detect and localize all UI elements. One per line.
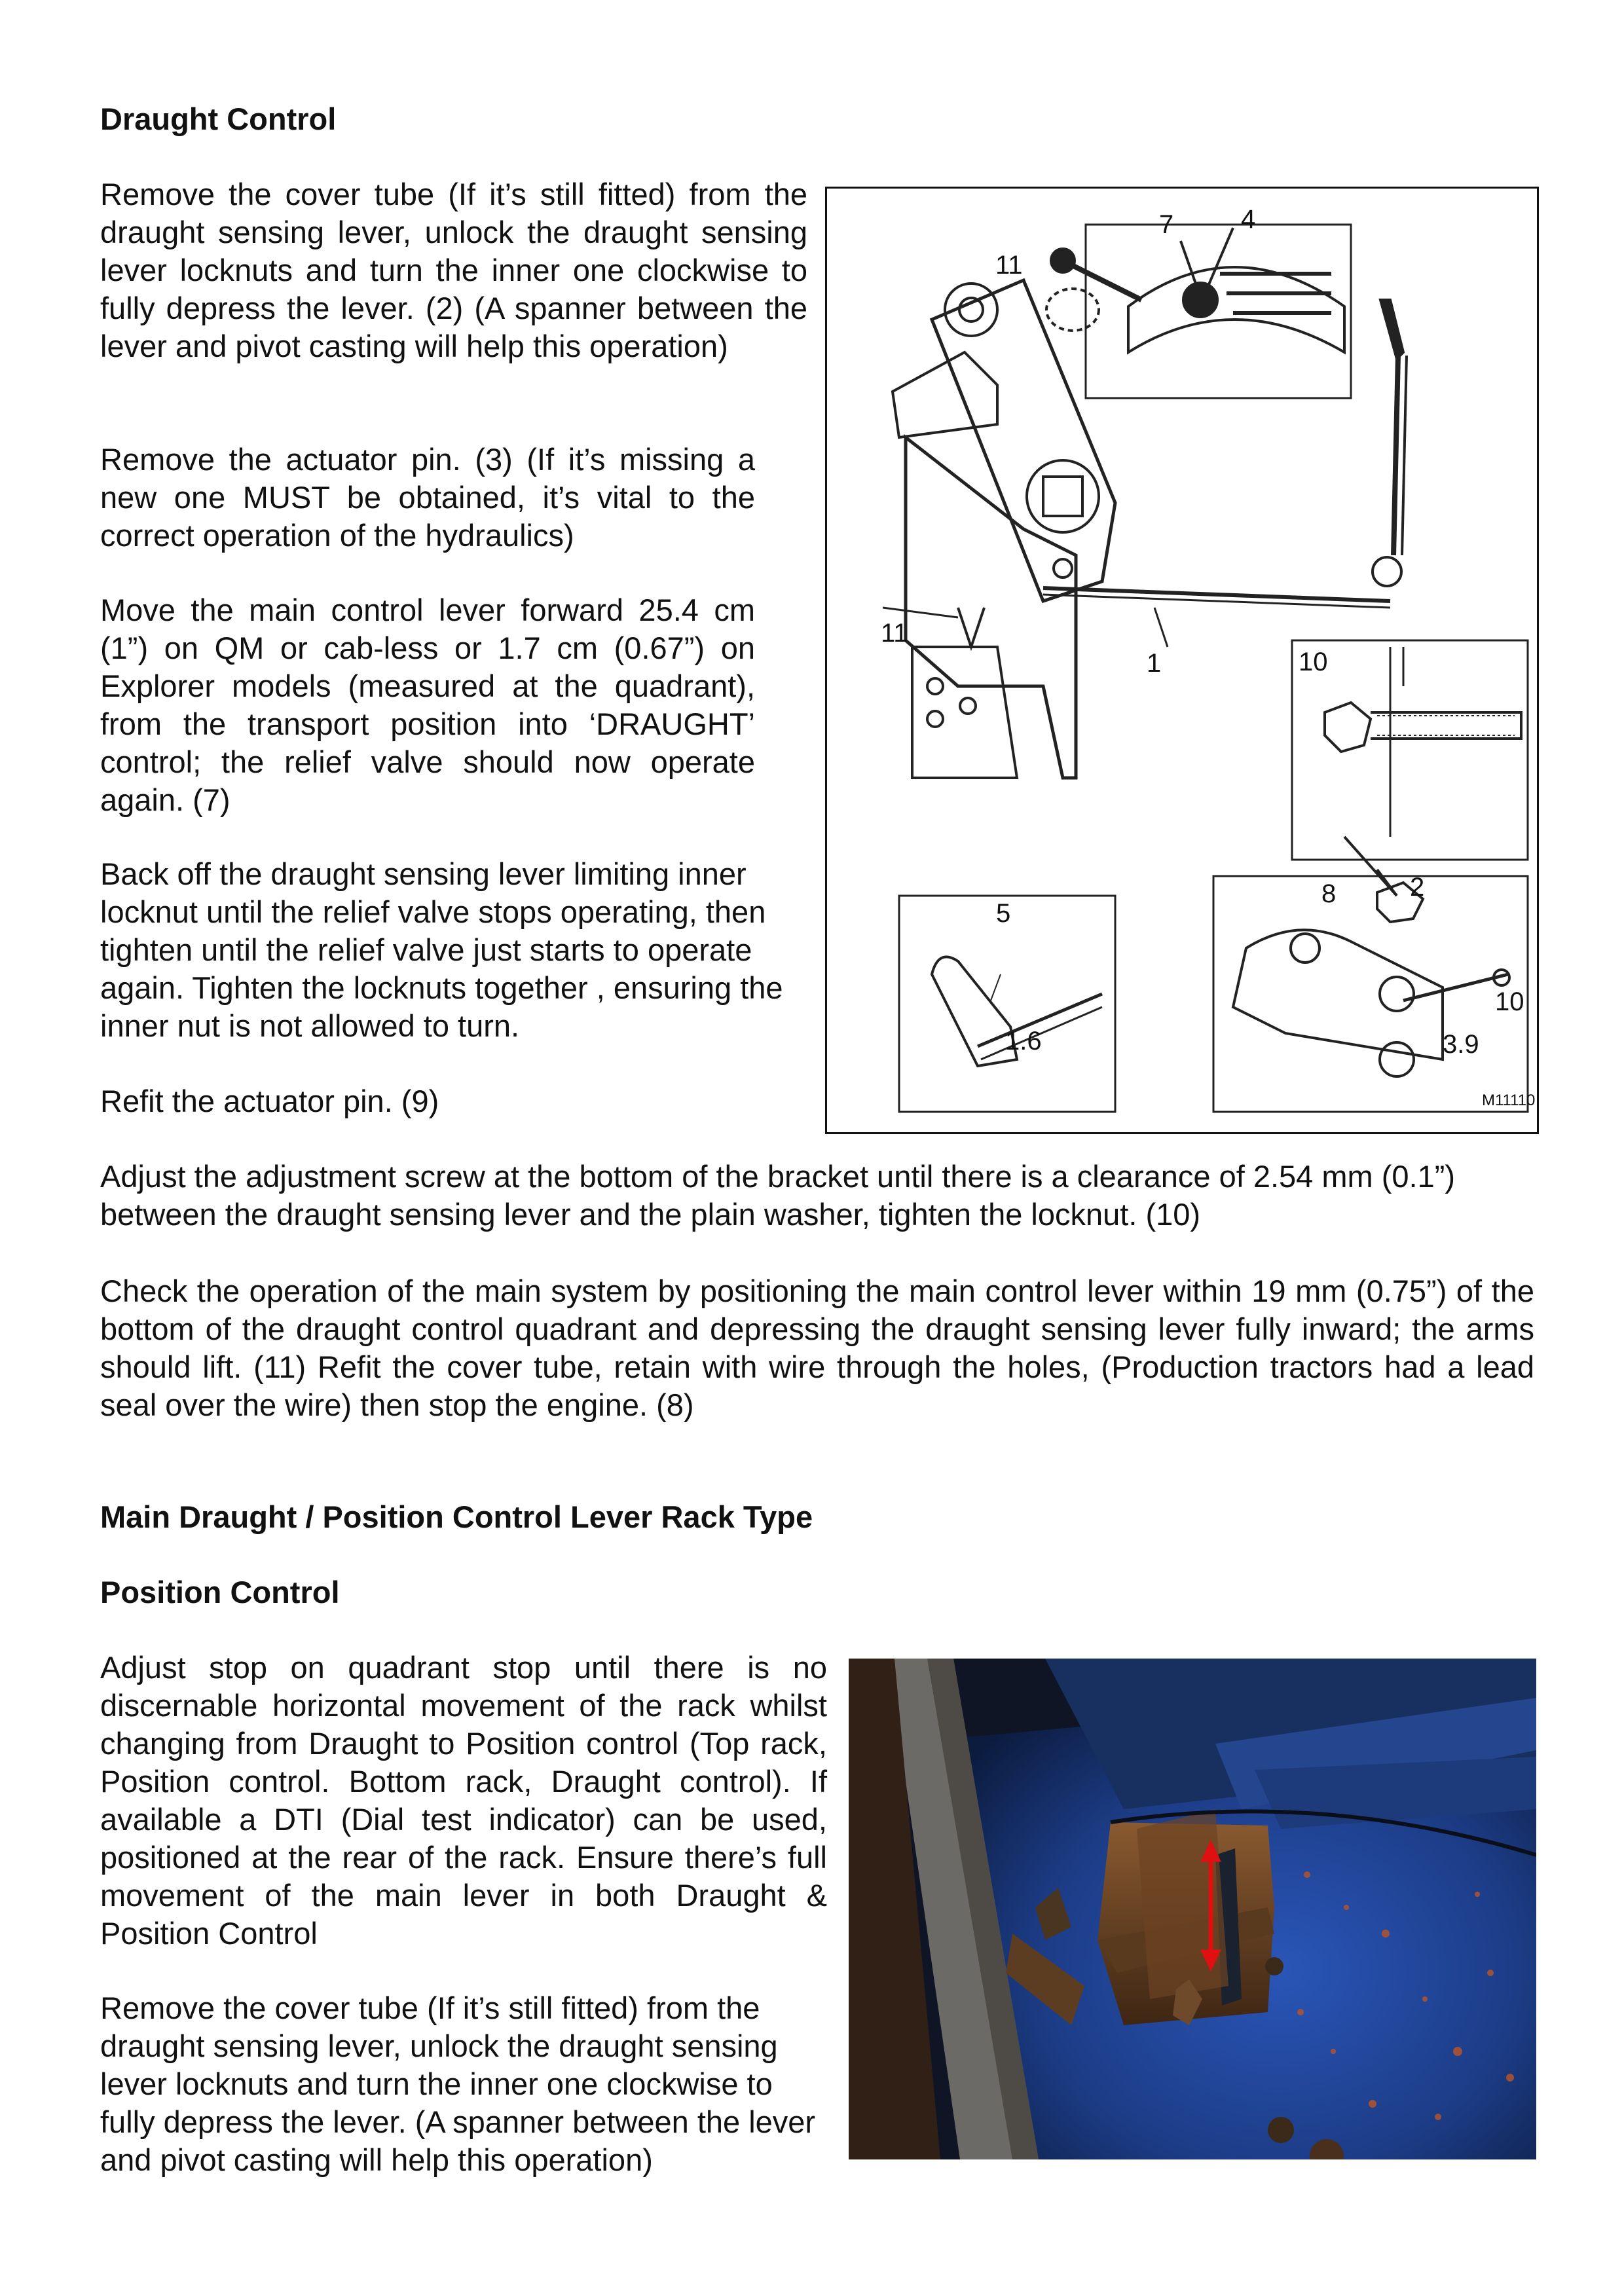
paragraph: Adjust the adjustment screw at the bottom of the bracket until there is a clearance of 2.54 mm (0.1”) between the draught sensing lever and the plain washer, tighten the locknut. (10) [100, 1159, 1456, 1232]
paragraph: Adjust stop on quadrant stop until there is no discernable horizontal movement of the rack whilst changing from Draught to Position control (Top rack, Position control. Bottom rack, Draught control). If available a DTI (Dial test indicator) can be used, positioned at the rear of the rack. Ensure there’s full movement of the main lever in both Draught & Position Control [100, 1650, 827, 1951]
callout-10: 10 [1495, 987, 1524, 1016]
main-control-lever [1373, 300, 1407, 586]
lift-arm-casting [883, 280, 1115, 778]
callout-1-6: 1.6 [1005, 1027, 1042, 1056]
section-heading-draught-control: Draught Control [100, 101, 337, 136]
paragraph: Back off the draught sensing lever limiting inner locknut until the relief valve stops operating, then tighten until the relief valve just starts to operate again. Tighten the locknuts together , ensuring the inner nut is not allowed to turn. [100, 856, 783, 1043]
figure-code: M11110 [1482, 1092, 1536, 1109]
paragraph: Remove the cover tube (If it’s still fitted) from the draught sensing lever, unlock the draught sensing lever locknuts and turn the inner one clockwise to fully depress the lever. (2) (A spanner between the lever and pivot casting will help this operation) [100, 177, 807, 363]
rack-photograph [849, 1659, 1536, 2159]
linkage-rod [1043, 559, 1390, 647]
pivot-casting-inset [1213, 876, 1528, 1112]
quadrant-inset [1046, 225, 1351, 398]
section-heading-rack-type: Main Draught / Position Control Lever Rack Type [100, 1499, 813, 1534]
callout-5: 5 [996, 899, 1011, 928]
callout-1: 1 [1147, 649, 1162, 678]
paragraph: Move the main control lever forward 25.4 cm (1”) on QM or cab-less or 1.7 cm (0.67”) on Explorer models (measured at the quadrant), from the transport position into ‘DRAUGHT’ control; the relief valve should now operate again. (7) [100, 593, 755, 817]
hydraulic-linkage-diagram [825, 187, 1539, 1134]
callout-3-9: 3.9 [1443, 1030, 1479, 1059]
callout-4: 4 [1241, 205, 1256, 234]
callout-2: 2 [1410, 873, 1425, 902]
callout-10: 10 [1299, 648, 1328, 676]
callout-11: 11 [995, 251, 1023, 280]
actuator-inset [899, 896, 1115, 1112]
callout-11: 11 [881, 619, 908, 648]
paragraph: Remove the cover tube (If it’s still fitted) from the draught sensing lever, unlock the draught sensing lever locknuts and turn the inner one clockwise to fully depress the lever. (A spanner between the lever and pivot casting will help this operation) [100, 1991, 816, 2177]
paragraph: Check the operation of the main system by positioning the main control lever within 19 mm (0.75”) of the bottom of the draught control quadrant and depressing the draught sensing lever fully inward; the arms should lift. (11) Refit the cover tube, retain with wire through the holes, (Production tractors had a lead seal over the wire) then stop the engine. (8) [100, 1274, 1534, 1422]
paragraph: Remove the actuator pin. (3) (If it’s missing a new one MUST be obtained, it’s vital to the correct operation of the hydraulics) [100, 442, 755, 553]
callout-8: 8 [1321, 879, 1337, 908]
subheading-position-control: Position Control [100, 1575, 340, 1609]
paragraph: Refit the actuator pin. (9) [100, 1084, 439, 1118]
callout-7: 7 [1159, 210, 1174, 239]
adjuster-inset [1292, 640, 1528, 896]
